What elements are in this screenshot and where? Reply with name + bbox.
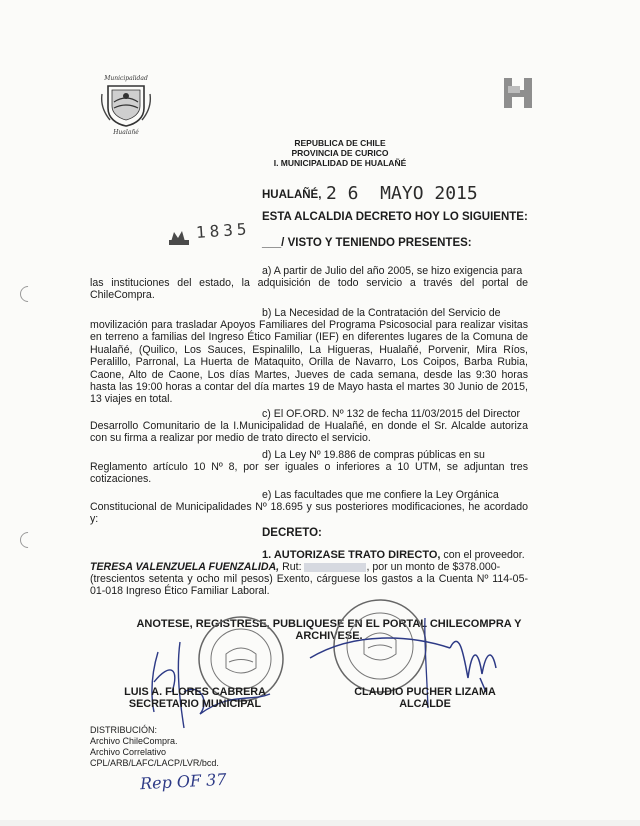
paragraph-b-first-line: b) La Necesidad de la Contratación del Servicio de (262, 307, 501, 319)
paragraph-b-body: movilización para trasladar Apoyos Familiares del Programa Psicosocial para realizar visitas en terreno a familias del Ingreso Ético Familiar (IEF) en diferentes lugares de la Comuna de Hualañé, (Quilico, Los Sauces, Espinalillo, La Higueras, Hualañé, Porvenir, Mira Ríos, Peralillo, Parronal, La Huerta de Mataquito, Orilla de Navarro, Los Coipos, Barba Rubia, Caone, Alto de Caone, Los días Martes, Jueves de cada semana, desde las 9:30 horas hasta las 19:00 horas a contar del día martes 19 de Mayo hasta el martes 30 Junio de 2015, 13 viajes en total. (90, 319, 528, 406)
rut-label: Rut: (282, 561, 302, 573)
header-country: REPUBLICA DE CHILE (294, 138, 386, 148)
distribution-line: CPL/ARB/LAFC/LACP/LVR/bcd. (90, 758, 219, 768)
amount-text: , por un monto de $378.000- (366, 561, 501, 573)
decree-number: 1835 (195, 219, 252, 242)
item-1-provider-tail: con el proveedor. (443, 549, 525, 561)
secretary-name: LUIS A. FLORES CABRERA (124, 686, 266, 698)
paragraph-a-first-line: a) A partir de Julio del año 2005, se hizo exigencia para (262, 265, 523, 277)
secretary-signature (140, 632, 290, 732)
paragraph-d-first-line: d) La Ley Nº 19.886 de compras públicas en su (262, 449, 485, 461)
date-stamp: 2 6 MAYO 2015 (326, 183, 478, 204)
decree-heading: ESTA ALCALDIA DECRETO HOY LO SIGUIENTE: (262, 211, 528, 223)
hualane-logo (492, 74, 544, 130)
rut-redacted (304, 563, 366, 572)
punch-hole-bottom (17, 529, 40, 552)
closing-line-1: ANOTESE, REGISTRESE, PUBLIQUESE EN EL PORTAL CHILECOMPRA Y (136, 618, 522, 630)
paragraph-e-body: Constitucional de Municipalidades Nº 18.695 y sus posteriores modificaciones, he acordado y: (90, 501, 528, 526)
item-1-provider-line (90, 561, 528, 573)
handwritten-note: Rep OF 37 (139, 769, 227, 794)
item-1-body: (trescientos setenta y ocho mil pesos) Exento, cárguese los gastos a la Cuenta Nº 114-05-01-018 Ingreso Ético Familiar Laboral. (90, 573, 528, 598)
paragraph-d-body: Reglamento artículo 10 Nº 8, por ser iguales o inferiores a 10 UTM, se adjuntan tres cotizaciones. (90, 461, 528, 486)
municipal-seal (98, 72, 154, 136)
letter-h-logo-icon (492, 74, 544, 114)
distribution-title: DISTRIBUCIÓN: (90, 725, 158, 735)
visto-heading: ___/ VISTO Y TENIENDO PRESENTES: (262, 237, 472, 249)
mayor-name: CLAUDIO PUCHER LIZAMA (354, 686, 496, 698)
provider-name: TERESA VALENZUELA FUENZALIDA, (90, 561, 280, 573)
svg-text:Hualañé: Hualañé (113, 129, 139, 136)
closing-line-2: ARCHIVESE. (295, 630, 363, 642)
handwritten-signature-icon (140, 632, 290, 732)
secretary-title: SECRETARIO MUNICIPAL (128, 698, 262, 710)
date-place: HUALAÑÉ, (262, 189, 322, 201)
mayor-title: ALCALDE (399, 698, 451, 710)
page-bottom-edge (0, 820, 640, 826)
stamp-mark-icon (168, 228, 190, 246)
punch-hole-top (17, 283, 40, 306)
distribution-line: Archivo ChileCompra. (90, 736, 178, 746)
decree-number-prefix-mark (168, 228, 190, 246)
item-1-first-line (262, 549, 528, 561)
paragraph-c-body: Desarrollo Comunitario de la I.Municipalidad de Hualañé, en donde el Sr. Alcalde autoriza con su firma a realizar por medio de trato directo el servicio. (90, 420, 528, 445)
paragraph-e-first-line: e) Las facultades que me confiere la Ley Orgánica (262, 489, 499, 501)
header-province: PROVINCIA DE CURICO (291, 148, 389, 158)
authorize-direct-deal: 1. AUTORIZASE TRATO DIRECTO, (262, 549, 441, 561)
paragraph-c-first-line: c) El OF.ORD. Nº 132 de fecha 11/03/2015 del Director (262, 408, 521, 420)
municipal-seal-icon (98, 72, 154, 136)
paragraph-a-body: las instituciones del estado, la adquisición de todo servicio a través del portal de ChileCompra. (90, 277, 528, 302)
header-municipality: I. MUNICIPALIDAD DE HUALAÑÉ (273, 158, 407, 168)
distribution-line: Archivo Correlativo (90, 747, 167, 757)
svg-text:Municipalidad: Municipalidad (104, 75, 148, 82)
decreto-title: DECRETO: (262, 527, 322, 539)
distribution-block (90, 725, 219, 769)
